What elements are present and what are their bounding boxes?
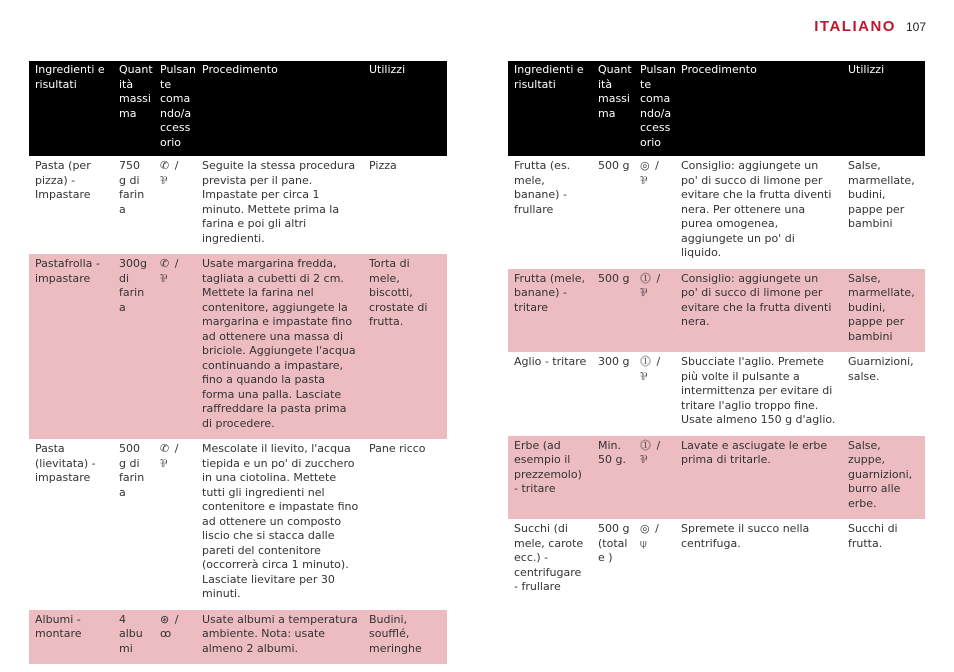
button-icons: ⓵ / ⅌ — [634, 352, 675, 436]
button-icons: ◎ / ⅌ — [634, 156, 675, 269]
cell-uses: Torta di mele, biscotti, crostate di frutta. — [363, 254, 447, 439]
cell-quantity: 500 g — [592, 156, 634, 269]
col-header-ingredients: Ingredienti e risultati — [29, 61, 113, 156]
cell-uses: Pizza — [363, 156, 447, 254]
cell-procedure: Mescolate il lievito, l'acqua tiepida e un po' di zucchero in una ciotolina. Mettete tutti gli ingredienti nel contenitore e impastate fino ad ottenere un composto liscio che si stacca dalle pareti del contenitore (occorrerà circa 1 minuto). Lasciate lievitare per 30 minuti. — [196, 439, 363, 610]
cell-quantity: 300 g — [592, 352, 634, 436]
col-header-quantity: Quant ità massi ma — [592, 61, 634, 156]
button-icons: ⊛ / ꝏ — [154, 610, 196, 665]
cell-quantity: 500 g — [592, 269, 634, 353]
button-icons: ⓵ / ⅌ — [634, 436, 675, 520]
cell-procedure: Seguite la stessa procedura prevista per il pane. Impastate per circa 1 minuto. Mettete prima la farina e poi gli altri ingredienti. — [196, 156, 363, 254]
page-header — [814, 18, 926, 35]
button-icons: ✆ / ⅌ — [154, 439, 196, 610]
cell-ingredient: Pasta (per pizza) - Impastare — [29, 156, 113, 254]
table-row — [29, 156, 447, 254]
cell-procedure: Sbucciate l'aglio. Premete più volte il pulsante a intermittenza per evitare di tritare l'aglio troppo fine. Usate almeno 150 g d'aglio. — [675, 352, 842, 436]
table-row — [29, 439, 447, 610]
recipe-table-left — [29, 61, 447, 664]
cell-ingredient: Frutta (es. mele, banane) - frullare — [508, 156, 592, 269]
button-icons: ◎ / ⍦ — [634, 519, 675, 603]
table-row — [29, 610, 447, 665]
cell-procedure: Consiglio: aggiungete un po' di succo di limone per evitare che la frutta diventi nera. — [675, 269, 842, 353]
cell-uses: Salse, marmellate, budini, pappe per bambini — [842, 269, 925, 353]
table-row — [29, 254, 447, 439]
language-title: ITALIANO — [814, 18, 896, 35]
cell-quantity: Min. 50 g. — [592, 436, 634, 520]
cell-quantity: 4 albumi — [113, 610, 154, 665]
table-header-row — [508, 61, 925, 156]
table-row — [508, 269, 925, 353]
col-header-buttons: Pulsan te coma ndo/a ccess orio — [154, 61, 196, 156]
cell-uses: Budini, soufflé, meringhe — [363, 610, 447, 665]
cell-procedure: Consiglio: aggiungete un po' di succo di limone per evitare che la frutta diventi nera. Per ottenere una purea omogenea, aggiungete un po' di liquido. — [675, 156, 842, 269]
cell-quantity: 500 g di farina — [113, 439, 154, 610]
button-icons: ⓵ / ⅌ — [634, 269, 675, 353]
cell-uses: Salse, zuppe, guarnizioni, burro alle erbe. — [842, 436, 925, 520]
col-header-uses: Utilizzi — [363, 61, 447, 156]
cell-quantity: 300g di farina — [113, 254, 154, 439]
cell-uses: Salse, marmellate, budini, pappe per bambini — [842, 156, 925, 269]
cell-uses: Succhi di frutta. — [842, 519, 925, 603]
cell-procedure: Usate margarina fredda, tagliata a cubetti di 2 cm. Mettete la farina nel contenitore, aggiungete la margarina e impastate fino ad ottenere una massa di briciole. Aggiungete l'acqua continuando a impastare, fino a quando la pasta forma una palla. Lasciate raffreddare la pasta prima di procedere. — [196, 254, 363, 439]
cell-ingredient: Frutta (mele, banane) - tritare — [508, 269, 592, 353]
col-header-ingredients: Ingredienti e risultati — [508, 61, 592, 156]
button-icons: ✆ / ⅌ — [154, 254, 196, 439]
cell-procedure: Spremete il succo nella centrifuga. — [675, 519, 842, 603]
cell-quantity: 500 g (totale ) — [592, 519, 634, 603]
col-header-procedure: Procedimento — [675, 61, 842, 156]
page-number: 107 — [905, 20, 926, 34]
cell-uses: Guarnizioni, salse. — [842, 352, 925, 436]
recipe-table-right — [508, 61, 925, 603]
cell-ingredient: Albumi - montare — [29, 610, 113, 665]
cell-ingredient: Pastafrolla - impastare — [29, 254, 113, 439]
cell-ingredient: Aglio - tritare — [508, 352, 592, 436]
col-header-procedure: Procedimento — [196, 61, 363, 156]
table-row — [508, 156, 925, 269]
table-row — [508, 352, 925, 436]
col-header-uses: Utilizzi — [842, 61, 925, 156]
cell-ingredient: Pasta (lievitata) - impastare — [29, 439, 113, 610]
cell-uses: Pane ricco — [363, 439, 447, 610]
col-header-buttons: Pulsan te coma ndo/a ccess orio — [634, 61, 675, 156]
table-row — [508, 436, 925, 520]
cell-ingredient: Erbe (ad esempio il prezzemolo) - tritare — [508, 436, 592, 520]
table-row — [508, 519, 925, 603]
cell-ingredient: Succhi (di mele, carote ecc.) - centrifugare - frullare — [508, 519, 592, 603]
cell-quantity: 750 g di farina — [113, 156, 154, 254]
col-header-quantity: Quant ità massi ma — [113, 61, 154, 156]
cell-procedure: Lavate e asciugate le erbe prima di tritarle. — [675, 436, 842, 520]
cell-procedure: Usate albumi a temperatura ambiente. Nota: usate almeno 2 albumi. — [196, 610, 363, 665]
button-icons: ✆ / ⅌ — [154, 156, 196, 254]
table-header-row — [29, 61, 447, 156]
